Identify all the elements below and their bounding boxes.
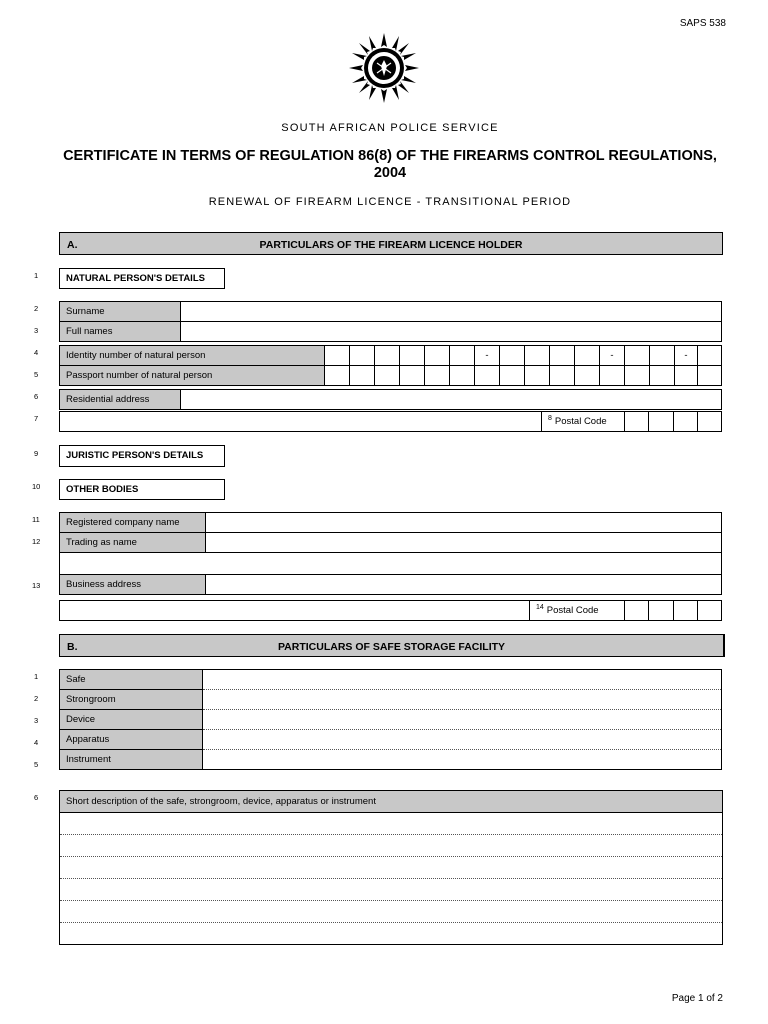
- id-digit-cell[interactable]: [450, 346, 475, 366]
- section-b-letter: B.: [67, 641, 78, 653]
- business-address-line2-table: [59, 600, 722, 621]
- section-a-header: [59, 232, 723, 255]
- id-digit-cell[interactable]: [375, 346, 400, 366]
- field-number: 1: [34, 271, 39, 280]
- passport-char-cell[interactable]: [350, 366, 375, 386]
- description-line[interactable]: [60, 901, 722, 923]
- description-line[interactable]: [60, 857, 722, 879]
- passport-char-cell[interactable]: [500, 366, 525, 386]
- field-number: 10: [32, 482, 41, 491]
- passport-char-cell[interactable]: [650, 366, 675, 386]
- instrument-label: Instrument: [60, 750, 203, 770]
- field-number: 11: [32, 515, 40, 524]
- passport-char-cell[interactable]: [625, 366, 650, 386]
- apparatus-field[interactable]: [203, 730, 722, 750]
- passport-char-cell[interactable]: [550, 366, 575, 386]
- postal-code-2-label: Postal Code: [546, 605, 599, 617]
- description-line[interactable]: [60, 835, 722, 857]
- id-separator: -: [475, 346, 500, 366]
- field-number: 3: [34, 716, 39, 725]
- passport-char-cell[interactable]: [325, 366, 350, 386]
- field-number: 4: [34, 348, 39, 357]
- strongroom-field[interactable]: [203, 690, 722, 710]
- surname-field[interactable]: [181, 302, 722, 322]
- id-separator: -: [600, 346, 625, 366]
- registered-company-name-label: Registered company name: [60, 513, 206, 533]
- postal-code-cell[interactable]: [674, 601, 698, 621]
- id-digit-cell[interactable]: [650, 346, 675, 366]
- passport-char-cell[interactable]: [675, 366, 698, 386]
- field-number: 1: [34, 672, 39, 681]
- section-a-letter: A.: [67, 239, 78, 251]
- id-digit-cell[interactable]: [325, 346, 350, 366]
- field-number: 5: [34, 370, 39, 379]
- business-address-label: Business address: [60, 575, 206, 595]
- id-digit-cell[interactable]: [350, 346, 375, 366]
- safe-label: Safe: [60, 670, 203, 690]
- id-digit-cell[interactable]: [500, 346, 525, 366]
- device-label: Device: [60, 710, 203, 730]
- juristic-details-table: [59, 512, 722, 595]
- business-address-field[interactable]: [206, 575, 722, 595]
- passport-char-cell[interactable]: [475, 366, 500, 386]
- trading-as-name-field[interactable]: [206, 533, 722, 553]
- storage-description-label: Short description of the safe, strongroom, device, apparatus or instrument: [60, 791, 722, 813]
- juristic-person-heading: JURISTIC PERSON'S DETAILS: [59, 445, 225, 467]
- postal-code-cell[interactable]: [649, 412, 674, 432]
- description-line[interactable]: [60, 813, 722, 835]
- natural-person-name-table: [59, 301, 722, 342]
- safe-field[interactable]: [203, 670, 722, 690]
- field-number: 5: [34, 760, 39, 769]
- field-number: 4: [34, 738, 39, 747]
- passport-char-cell[interactable]: [698, 366, 722, 386]
- postal-code-cell[interactable]: [698, 412, 722, 432]
- field-number: 2: [34, 304, 39, 313]
- postal-code-label-cell: [542, 412, 625, 432]
- passport-char-cell[interactable]: [600, 366, 625, 386]
- storage-type-table: [59, 669, 722, 770]
- passport-char-cell[interactable]: [575, 366, 600, 386]
- other-bodies-heading: OTHER BODIES: [59, 479, 225, 500]
- full-names-label: Full names: [60, 322, 181, 342]
- field-number: 3: [34, 326, 39, 335]
- postal-code-cell[interactable]: [649, 601, 674, 621]
- field-number: 14: [536, 604, 544, 612]
- business-address-line-2[interactable]: [60, 601, 530, 621]
- strongroom-label: Strongroom: [60, 690, 203, 710]
- surname-label: Surname: [60, 302, 181, 322]
- residential-address-label: Residential address: [60, 390, 181, 410]
- field-number: 9: [34, 449, 39, 458]
- natural-person-heading: NATURAL PERSON'S DETAILS: [59, 268, 225, 289]
- residential-address-line-2[interactable]: [60, 412, 542, 432]
- passport-char-cell[interactable]: [375, 366, 400, 386]
- section-a-title: PARTICULARS OF THE FIREARM LICENCE HOLDER: [259, 239, 523, 251]
- page-number: Page 1 of 2: [671, 993, 723, 1004]
- id-separator: -: [675, 346, 698, 366]
- postal-code-cell[interactable]: [674, 412, 698, 432]
- residential-address-field[interactable]: [181, 390, 722, 410]
- section-b-header: [59, 634, 725, 657]
- id-digit-cell[interactable]: [550, 346, 575, 366]
- field-number: 8: [548, 415, 552, 423]
- field-number: 13: [32, 581, 41, 590]
- saps-star-crest-icon: [349, 33, 419, 103]
- postal-code-cell[interactable]: [698, 601, 722, 621]
- passport-char-cell[interactable]: [400, 366, 425, 386]
- residential-address-table: [59, 389, 722, 410]
- passport-char-cell[interactable]: [450, 366, 475, 386]
- identity-number-label: Identity number of natural person: [60, 346, 325, 366]
- field-number: 12: [32, 537, 41, 546]
- field-number: 6: [34, 793, 39, 802]
- form-subtitle: RENEWAL OF FIREARM LICENCE - TRANSITIONAL PERIOD: [208, 196, 572, 208]
- postal-code-label: Postal Code: [554, 416, 607, 428]
- postal-code-2-label-cell: [530, 601, 625, 621]
- id-digit-cell[interactable]: [525, 346, 550, 366]
- id-digit-cell[interactable]: [425, 346, 450, 366]
- passport-number-label: Passport number of natural person: [60, 366, 325, 386]
- passport-char-cell[interactable]: [425, 366, 450, 386]
- registered-company-name-field[interactable]: [206, 513, 722, 533]
- full-names-field[interactable]: [181, 322, 722, 342]
- form-title: CERTIFICATE IN TERMS OF REGULATION 86(8) OF THE FIREARMS CONTROL REGULATIONS, 2004: [63, 148, 717, 181]
- apparatus-label: Apparatus: [60, 730, 203, 750]
- field-number: 7: [34, 414, 39, 423]
- field-number: 2: [34, 694, 39, 703]
- section-b-title: PARTICULARS OF SAFE STORAGE FACILITY: [277, 641, 506, 653]
- id-passport-table: [59, 345, 722, 386]
- storage-description-box: [59, 790, 723, 945]
- id-digit-cell[interactable]: [400, 346, 425, 366]
- trading-as-name-label: Trading as name: [60, 533, 206, 553]
- id-digit-cell[interactable]: [698, 346, 722, 366]
- description-line[interactable]: [60, 879, 722, 901]
- postal-code-cell[interactable]: [625, 601, 649, 621]
- residential-address-line2-table: [59, 411, 722, 432]
- id-digit-cell[interactable]: [575, 346, 600, 366]
- id-digit-cell[interactable]: [625, 346, 650, 366]
- passport-char-cell[interactable]: [525, 366, 550, 386]
- form-code: SAPS 538: [679, 18, 726, 29]
- trading-as-name-line-2[interactable]: [60, 553, 722, 575]
- instrument-field[interactable]: [203, 750, 722, 770]
- device-field[interactable]: [203, 710, 722, 730]
- description-line[interactable]: [60, 923, 722, 944]
- field-number: 6: [34, 392, 39, 401]
- organization-name: SOUTH AFRICAN POLICE SERVICE: [281, 122, 499, 134]
- postal-code-cell[interactable]: [625, 412, 649, 432]
